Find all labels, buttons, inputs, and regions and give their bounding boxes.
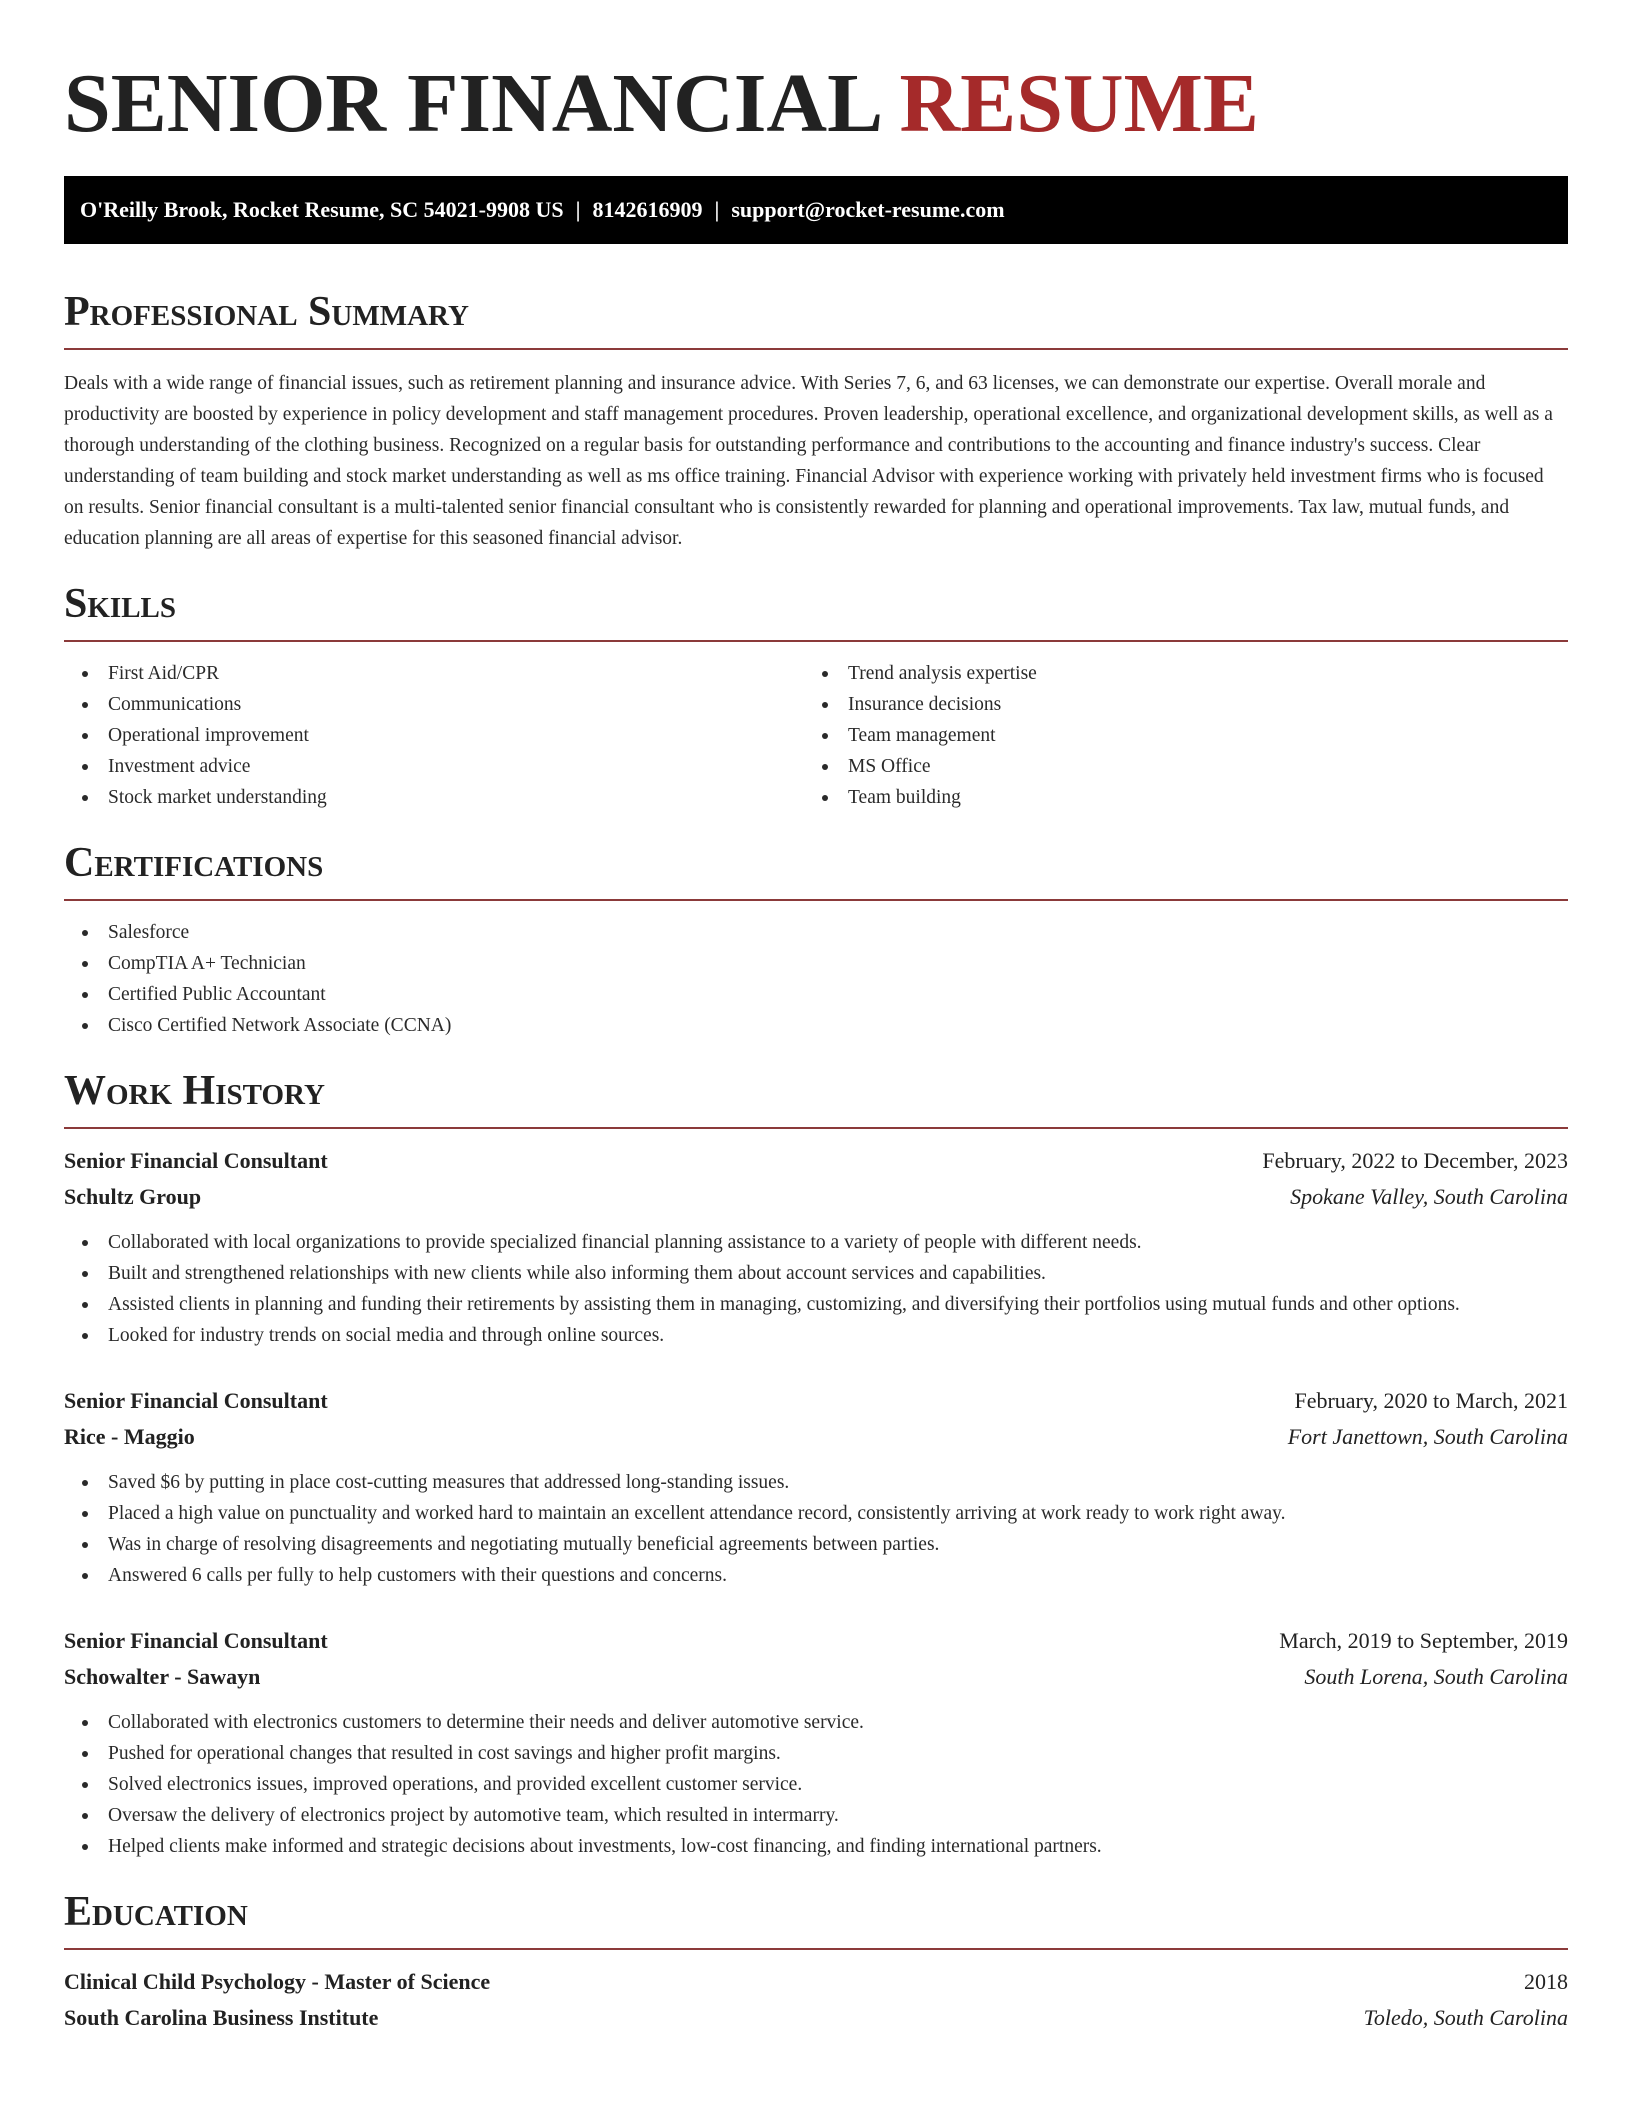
list-item: Team building (804, 782, 1544, 813)
list-item: Helped clients make informed and strategic decisions about investments, low-cost financing, and finding international partners. (64, 1831, 1568, 1862)
skills-grid (64, 658, 1568, 813)
list-item: Collaborated with electronics customers to determine their needs and deliver automotive service. (64, 1707, 1568, 1738)
section-heading: Certifications (64, 839, 1568, 901)
education-location: Toledo, South Carolina (1363, 2005, 1568, 2030)
list-item: Trend analysis expertise (804, 658, 1544, 689)
list-item: Placed a high value on punctuality and worked hard to maintain an excellent attendance record, consistently arriving at work ready to work right away. (64, 1498, 1568, 1529)
job-company: Schultz Group (64, 1184, 202, 1209)
list-item: Investment advice (64, 751, 804, 782)
list-item: Answered 6 calls per fully to help customers with their questions and concerns. (64, 1560, 1568, 1591)
title-main: SENIOR FINANCIAL (64, 57, 879, 150)
list-item: Solved electronics issues, improved operations, and provided excellent customer service. (64, 1769, 1568, 1800)
list-item: Certified Public Accountant (64, 979, 1568, 1010)
job-company: Schowalter - Sawayn (64, 1664, 261, 1689)
list-item: Team management (804, 720, 1544, 751)
list-item: Oversaw the delivery of electronics project by automotive team, which resulted in intermarry. (64, 1800, 1568, 1831)
contact-separator: | (714, 197, 720, 222)
certifications-section (64, 839, 1568, 1041)
list-item: First Aid/CPR (64, 658, 804, 689)
job-header (64, 1623, 1568, 1659)
list-item: Collaborated with local organizations to provide specialized financial planning assistance to a variety of people with different needs. (64, 1227, 1568, 1258)
job-header (64, 1383, 1568, 1419)
job-dates: February, 2022 to December, 2023 (1262, 1148, 1568, 1173)
job-entry (64, 1623, 1568, 1862)
job-location: South Lorena, South Carolina (1304, 1664, 1568, 1689)
list-item: Pushed for operational changes that resulted in cost savings and higher profit margins. (64, 1738, 1568, 1769)
list-item: Saved $6 by putting in place cost-cutting measures that addressed long-standing issues. (64, 1467, 1568, 1498)
job-bullets (64, 1467, 1568, 1591)
job-title: Senior Financial Consultant (64, 1388, 328, 1413)
professional-summary-section (64, 288, 1568, 554)
contact-separator: | (575, 197, 581, 222)
resume-title (64, 56, 1568, 152)
list-item: Salesforce (64, 917, 1568, 948)
list-item: Insurance decisions (804, 689, 1544, 720)
job-location: Fort Janettown, South Carolina (1287, 1424, 1568, 1449)
job-bullets (64, 1227, 1568, 1351)
contact-bar (64, 176, 1568, 244)
job-title: Senior Financial Consultant (64, 1628, 328, 1653)
list-item: Operational improvement (64, 720, 804, 751)
list-item: Looked for industry trends on social media and through online sources. (64, 1320, 1568, 1351)
contact-address: O'Reilly Brook, Rocket Resume, SC 54021-9908 US (80, 197, 564, 222)
list-item: Cisco Certified Network Associate (CCNA) (64, 1010, 1568, 1041)
certifications-list (64, 917, 1568, 1041)
section-heading: Education (64, 1888, 1568, 1950)
list-item: Was in charge of resolving disagreements and negotiating mutually beneficial agreements between parties. (64, 1529, 1568, 1560)
work-history-section (64, 1067, 1568, 1862)
education-year: 2018 (1524, 1969, 1568, 1994)
contact-email[interactable]: support@rocket-resume.com (731, 197, 1005, 222)
job-subheader (64, 1179, 1568, 1215)
summary-text: Deals with a wide range of financial issues, such as retirement planning and insurance advice. With Series 7, 6, and 63 licenses, we can demonstrate our expertise. Overall morale and productivity are boosted by experience in policy development and staff management procedures. Proven leadership, operational excellence, and organizational development skills, as well as a thorough understanding of the clothing business. Recognized on a regular basis for outstanding performance and contributions to the accounting and finance industry's success. Clear understanding of team building and stock market understanding as well as ms office training. Financial Advisor with experience working with privately held investment firms who is focused on results. Senior financial consultant is a multi-talented senior financial consultant who is consistently rewarded for planning and operational improvements. Tax law, mutual funds, and education planning are all areas of expertise for this seasoned financial advisor. (64, 373, 1553, 549)
section-heading: Professional Summary (64, 288, 1568, 350)
job-dates: March, 2019 to September, 2019 (1279, 1628, 1568, 1653)
education-degree: Clinical Child Psychology - Master of Science (64, 1969, 491, 1994)
job-entry (64, 1383, 1568, 1591)
list-item: Communications (64, 689, 804, 720)
education-subheader (64, 2000, 1568, 2036)
contact-phone: 8142616909 (592, 197, 703, 222)
education-school: South Carolina Business Institute (64, 2005, 379, 2030)
list-item: Stock market understanding (64, 782, 804, 813)
list-item: Built and strengthened relationships with new clients while also informing them about account services and capabilities. (64, 1258, 1568, 1289)
title-accent: RESUME (899, 57, 1259, 150)
list-item: Assisted clients in planning and funding their retirements by assisting them in managing, customizing, and diversifying their portfolios using mutual funds and other options. (64, 1289, 1568, 1320)
job-entry (64, 1143, 1568, 1351)
section-heading: Work History (64, 1067, 1568, 1129)
skills-list-right (804, 658, 1544, 813)
job-company: Rice - Maggio (64, 1424, 195, 1449)
skills-section (64, 580, 1568, 813)
job-bullets (64, 1707, 1568, 1862)
job-subheader (64, 1659, 1568, 1695)
job-title: Senior Financial Consultant (64, 1148, 328, 1173)
education-entry (64, 1964, 1568, 2036)
education-header (64, 1964, 1568, 2000)
skills-list-left (64, 658, 804, 813)
job-header (64, 1143, 1568, 1179)
job-dates: February, 2020 to March, 2021 (1294, 1388, 1568, 1413)
section-heading: Skills (64, 580, 1568, 642)
education-section (64, 1888, 1568, 2036)
job-subheader (64, 1419, 1568, 1455)
list-item: CompTIA A+ Technician (64, 948, 1568, 979)
job-location: Spokane Valley, South Carolina (1290, 1184, 1568, 1209)
list-item: MS Office (804, 751, 1544, 782)
